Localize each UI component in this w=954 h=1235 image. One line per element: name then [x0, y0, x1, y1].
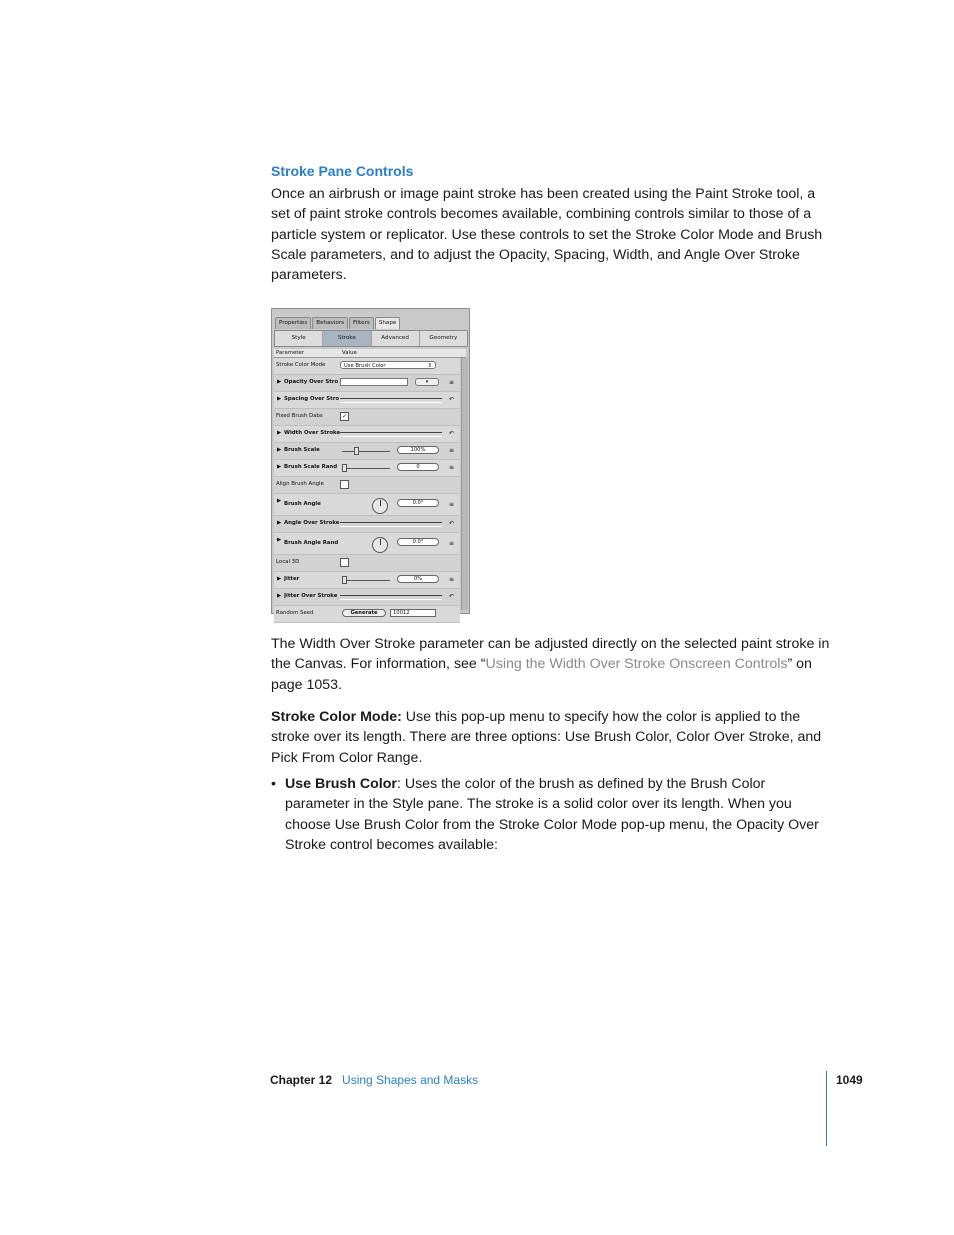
row-label: Align Brush Angle: [276, 481, 324, 487]
row-label: Jitter: [284, 576, 300, 582]
row-local-3d: [274, 555, 460, 572]
row-angle-over-stroke: [274, 516, 460, 533]
row-label: Fixed Brush Dabs: [276, 413, 323, 419]
opacity-gradient-control: [340, 378, 429, 386]
bullet-text-wrap: [285, 774, 831, 855]
row-label: Stroke Color Mode: [276, 362, 326, 368]
fixed-brush-dabs-checkbox[interactable]: ✓: [341, 413, 348, 420]
stroke-color-mode-paragraph: [271, 707, 831, 768]
brush-scale-slider[interactable]: [342, 451, 390, 452]
para-text: ” on page 1053.: [271, 656, 812, 693]
chapter-title-link[interactable]: Using Shapes and Masks: [342, 1073, 479, 1087]
disclosure-triangle-icon[interactable]: ▶: [277, 537, 282, 543]
row-label: Brush Angle: [284, 501, 321, 507]
bullet-text: : Uses the color of the brush as defined by the Brush Color parameter in the Style pane. The stroke is a solid color over its length. When you choose Use Brush Color from the Stroke Color Mode pop-up menu, the Opacity Over Stroke control becomes available:: [285, 776, 819, 853]
row-label: Random Seed: [276, 610, 314, 616]
disclosure-triangle-icon[interactable]: ▶: [277, 464, 282, 470]
row-label: Local 3D: [276, 559, 300, 565]
align-brush-angle-checkbox[interactable]: [340, 480, 349, 489]
row-label: Brush Scale: [284, 447, 320, 453]
cross-reference-link[interactable]: Using the Width Over Stroke Onscreen Controls: [485, 656, 788, 673]
local-3d-checkbox[interactable]: [340, 558, 349, 567]
row-brush-angle-random: [274, 533, 460, 555]
row-label: Jitter Over Stroke: [284, 593, 338, 599]
row-label: Width Over Stroke: [284, 430, 341, 436]
slider-thumb[interactable]: [342, 576, 347, 584]
disclosure-triangle-icon[interactable]: ▶: [277, 520, 282, 526]
popup-value: Use Brush Color: [344, 363, 386, 369]
reset-icon[interactable]: ↶: [449, 593, 455, 600]
row-label: Opacity Over Stro: [284, 379, 339, 385]
disclosure-triangle-icon[interactable]: ▶: [277, 447, 282, 453]
chapter-number: Chapter 12: [270, 1073, 333, 1087]
brush-angle-random-field[interactable]: 0.0°: [397, 538, 439, 546]
inspector-top-tabs: [275, 317, 400, 329]
tab-properties[interactable]: Properties: [275, 317, 311, 329]
row-fixed-brush-dabs: [274, 409, 460, 426]
row-align-brush-angle: [274, 477, 460, 494]
slider-thumb[interactable]: [342, 464, 347, 472]
tab-filters[interactable]: Filters: [349, 317, 374, 329]
reset-icon[interactable]: ↶: [449, 430, 455, 437]
width-over-stroke-paragraph: [271, 634, 831, 695]
disclosure-triangle-icon[interactable]: ▶: [277, 430, 282, 436]
reset-icon[interactable]: ↶: [449, 396, 455, 403]
parameter-rows: [274, 358, 460, 623]
generate-button[interactable]: Generate: [342, 609, 386, 617]
disclosure-triangle-icon[interactable]: ▶: [277, 576, 282, 582]
reset-icon[interactable]: ↶: [449, 520, 455, 527]
tab-shape[interactable]: Shape: [375, 317, 401, 329]
brush-angle-field[interactable]: 0.0°: [397, 499, 439, 507]
menu-icon[interactable]: ≡: [449, 447, 455, 454]
seed-field[interactable]: 10012: [390, 609, 436, 617]
term: Stroke Color Mode:: [271, 709, 402, 725]
row-label: Brush Scale Rand: [284, 464, 338, 470]
opacity-gradient-swatch[interactable]: [340, 378, 408, 386]
brush-angle-dial[interactable]: [372, 498, 388, 514]
para-text: The Width Over Stroke parameter can be adjusted directly on the selected paint stroke in the Canvas. For information, see “: [271, 636, 830, 673]
jitter-slider[interactable]: [342, 580, 390, 581]
menu-icon[interactable]: ≡: [449, 379, 455, 386]
tab-advanced[interactable]: Advanced: [372, 331, 420, 346]
brush-scale-random-field[interactable]: 0: [397, 463, 439, 471]
menu-icon[interactable]: ≡: [449, 540, 455, 547]
row-label: Spacing Over Stro: [284, 396, 340, 402]
para-text: Use this pop-up menu to specify how the color is applied to the stroke over its length. There are three options: Use Brush Color, Color Over Stroke, and Pick From Color Range.: [271, 709, 822, 766]
row-brush-scale-random: [274, 460, 460, 477]
row-brush-angle: [274, 494, 460, 516]
value-column-label: Value: [342, 350, 357, 356]
width-curve[interactable]: [340, 429, 442, 437]
row-jitter-over-stroke: [274, 589, 460, 606]
menu-icon[interactable]: ≡: [449, 501, 455, 508]
tab-behaviors[interactable]: Behaviors: [312, 317, 348, 329]
intro-paragraph: Once an airbrush or image paint stroke has been created using the Paint Stroke tool, a set of paint stroke controls becomes available, combining controls similar to those of a particle system or replicator. Use these controls to set the Stroke Color Mode and Brush Scale parameters, and to adjust the Opacity, Spacing, Width, and Angle Over Stroke parameters.: [271, 186, 823, 284]
brush-scale-field[interactable]: 100%: [397, 446, 439, 454]
spacing-curve[interactable]: [340, 395, 442, 403]
footer-chapter: [270, 1073, 478, 1087]
disclosure-triangle-icon[interactable]: ▶: [277, 396, 282, 402]
bullet-icon: •: [271, 776, 276, 792]
footer-divider: [826, 1071, 827, 1146]
row-label: Brush Angle Rand: [284, 540, 339, 546]
tab-geometry[interactable]: Geometry: [429, 335, 458, 341]
row-random-seed: [274, 606, 460, 623]
brush-angle-random-dial[interactable]: [372, 537, 388, 553]
section-heading: Stroke Pane Controls: [271, 163, 414, 179]
row-spacing-over-stroke: [274, 392, 460, 409]
brush-scale-random-slider[interactable]: [342, 468, 390, 469]
row-brush-scale: [274, 443, 460, 460]
stroke-color-mode-popup[interactable]: [340, 361, 436, 369]
row-jitter: [274, 572, 460, 589]
shape-sub-tabs: [274, 330, 468, 347]
disclosure-triangle-icon[interactable]: ▶: [277, 379, 282, 385]
slider-thumb[interactable]: [354, 447, 359, 455]
disclosure-triangle-icon[interactable]: ▶: [277, 498, 282, 504]
gradient-preset-button[interactable]: ▾: [415, 378, 439, 386]
bullet-item-use-brush-color: [271, 774, 831, 855]
tab-style[interactable]: Style: [275, 331, 323, 346]
disclosure-triangle-icon[interactable]: ▶: [277, 593, 282, 599]
tab-stroke[interactable]: Stroke: [323, 331, 371, 346]
row-width-over-stroke: [274, 426, 460, 443]
row-stroke-color-mode: [274, 358, 460, 375]
parameter-column-label: Parameter: [276, 350, 305, 356]
parameter-header: [274, 349, 466, 358]
row-opacity-over-stroke: [274, 375, 460, 392]
row-label: Angle Over Stroke: [284, 520, 340, 526]
scrollbar[interactable]: [461, 358, 468, 610]
angle-curve[interactable]: [340, 519, 442, 527]
popup-arrows-icon: ⇕: [427, 363, 432, 369]
menu-icon[interactable]: ≡: [449, 576, 455, 583]
inspector-panel-screenshot: [271, 308, 470, 614]
term: Use Brush Color: [285, 776, 397, 792]
page-number: 1049: [836, 1073, 863, 1087]
jitter-curve[interactable]: [340, 592, 442, 600]
menu-icon[interactable]: ≡: [449, 464, 455, 471]
jitter-field[interactable]: 0%: [397, 575, 439, 583]
